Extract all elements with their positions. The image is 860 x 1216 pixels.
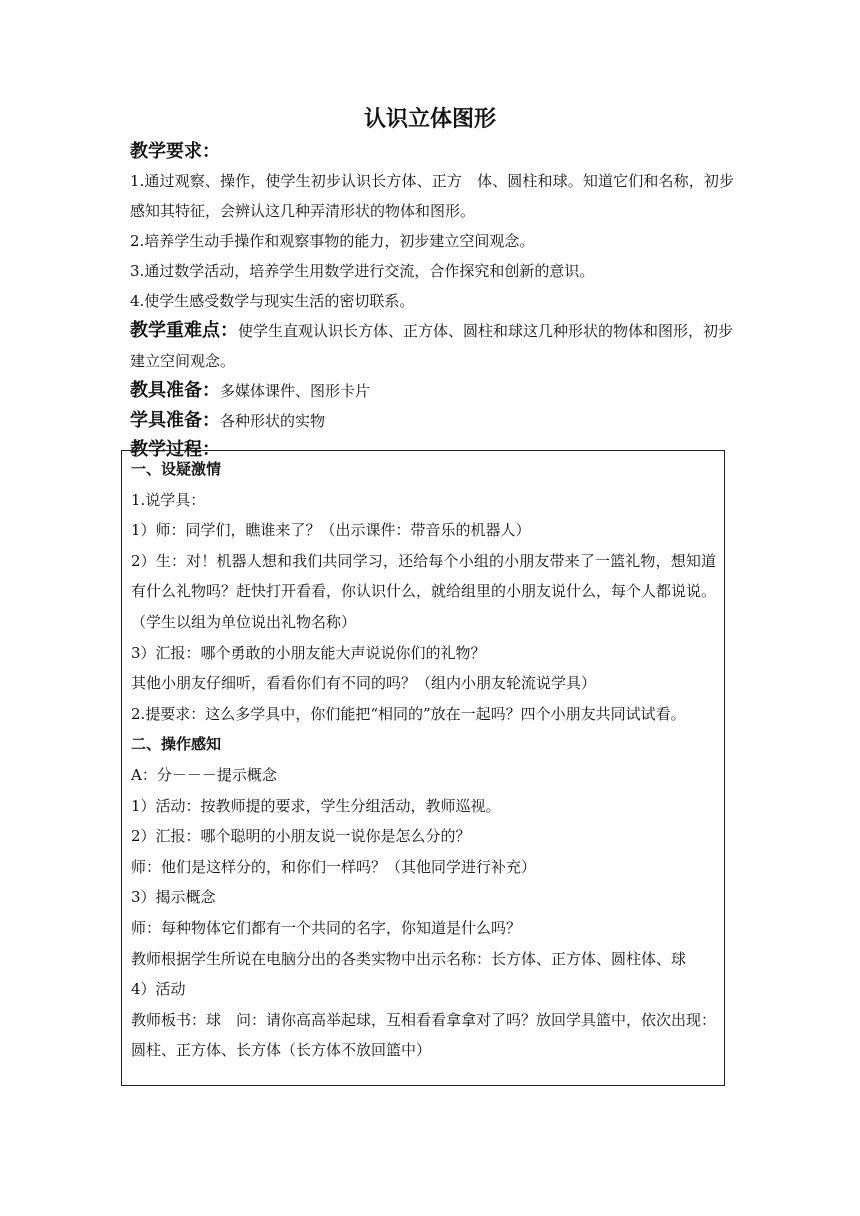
section-2-line: 师：他们是这样分的，和你们一样吗？（其他同学进行补充）: [131, 857, 537, 876]
section-1-line: 2）生：对！机器人想和我们共同学习，还给每个小组的小朋友带来了一篮礼物，想知道有什么礼物吗？赶快打开看看，你认识什么，就给组里的小朋友说什么，每个人都说说。（学生以组为单位说出礼物名称）: [131, 551, 717, 631]
section-1-heading: 一、设疑激情: [131, 460, 222, 478]
requirement-item-3: 3.通过数学活动，培养学生用数学进行交流，合作探究和创新的意识。: [130, 262, 595, 280]
lesson-intro: [130, 138, 734, 464]
section-1-line: 1）师：同学们，瞧谁来了？（出示课件：带音乐的机器人）: [131, 521, 531, 540]
section-1-line: 2.提要求：这么多学具中，你们能把“相同的”放在一起吗？四个小朋友共同试试看。: [131, 704, 686, 723]
section-1-line: 其他小朋友仔细听，看看你们有不同的吗？（组内小朋友轮流说学具）: [131, 674, 597, 693]
section-2-line: 师：每种物体它们都有一个共同的名字，你知道是什么吗？: [131, 918, 522, 937]
key-points-text: 使学生直观认识长方体、正方体、圆柱和球这几种形状的物体和图形，初步建立空间观念。: [130, 322, 734, 370]
section-1-line: 1.说学具：: [131, 490, 206, 509]
student-tools-label: 学具准备：: [130, 410, 220, 431]
requirement-item-2: 2.培养学生动手操作和观察事物的能力，初步建立空间观念。: [130, 232, 535, 250]
section-2-line: 4）活动: [131, 980, 186, 999]
student-tools-text: 各种形状的实物: [220, 412, 326, 430]
section-2-line: 教师根据学生所说在电脑分出的各类实物中出示名称：长方体、正方体、圆柱体、球: [131, 949, 687, 968]
key-points: [130, 316, 734, 376]
section-2-heading: 二、操作感知: [131, 735, 222, 754]
page-title: 认识立体图形: [363, 107, 496, 132]
requirement-item-4: 4.使学生感受数学与现实生活的密切联系。: [130, 292, 415, 310]
section-2-line: 2）汇报：哪个聪明的小朋友说一说你是怎么分的？: [131, 827, 471, 846]
student-tools: [130, 406, 734, 436]
process-heading: 教学过程：: [130, 439, 220, 460]
section-2-line: A：分－－－提示概念: [131, 765, 277, 784]
section-2-line: 3）揭示概念: [131, 888, 216, 907]
key-points-label: 教学重难点：: [130, 320, 238, 341]
section-2-line: 教师板书：球 问：请你高高举起球，互相看看拿拿对了吗？放回学具篮中，依次出现：圆柱、正方体、长方体（长方体不放回篮中）: [131, 1010, 717, 1060]
teacher-tools-text: 多媒体课件、图形卡片: [220, 382, 371, 400]
teacher-tools: [130, 376, 734, 406]
requirement-item-1: 1.通过观察、操作，使学生初步认识长方体、正方 体、圆柱和球。知道它们和名称，初步感知其特征，会辨认这几种弄清形状的物体和图形。: [130, 172, 734, 220]
section-2-line: 1）活动：按教师提的要求，学生分组活动，教师巡视。: [131, 796, 501, 815]
process-table: [121, 450, 725, 1086]
teacher-tools-label: 教具准备：: [130, 380, 220, 401]
requirements-heading: 教学要求：: [130, 141, 220, 162]
section-1-line: 3）汇报：哪个勇敢的小朋友能大声说说你们的礼物？: [131, 643, 486, 662]
